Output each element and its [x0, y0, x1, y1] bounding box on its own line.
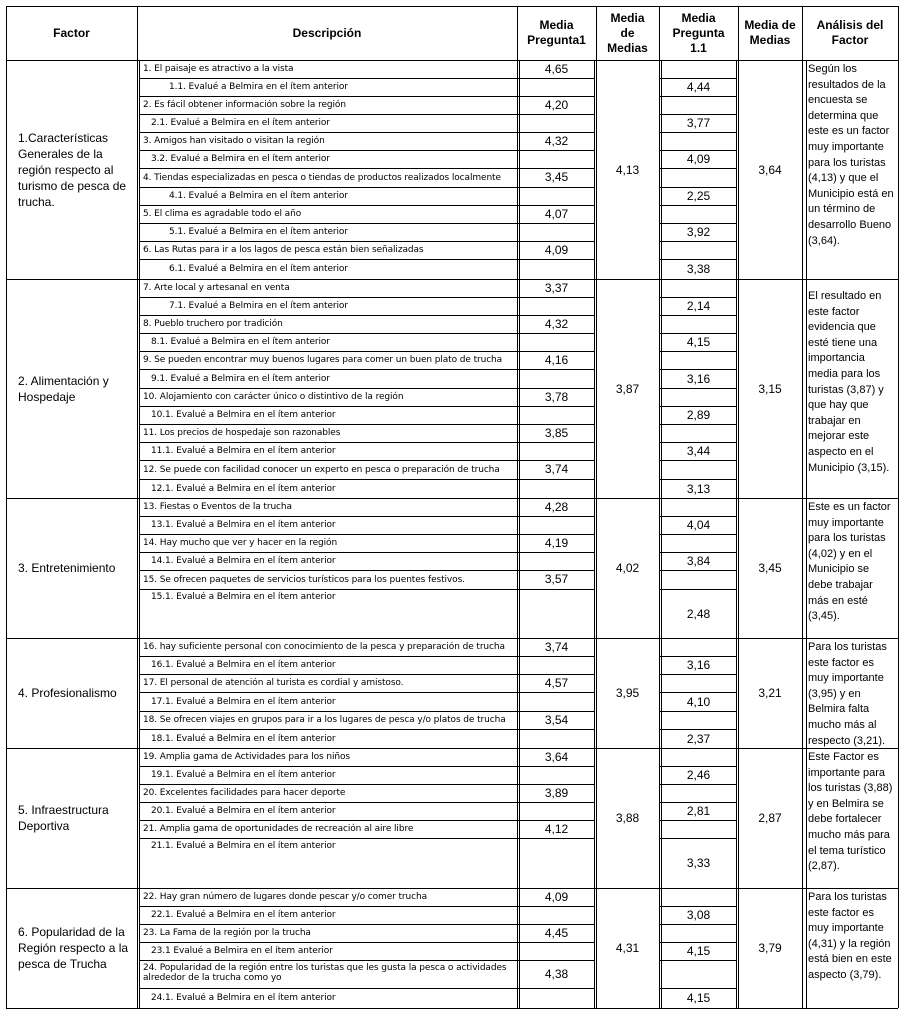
item-description: 4. Tiendas especializadas en pesca o tiendas de productos realizados localmente [143, 172, 501, 183]
grid-line [518, 838, 595, 839]
media-pregunta1-value: 4,32 [544, 133, 569, 148]
media-pregunta1-value: 3,78 [544, 389, 569, 404]
media-pregunta1-value: 4,12 [544, 821, 569, 836]
media-pregunta-1-1-value: 4,44 [686, 80, 711, 94]
grid-line [139, 552, 517, 553]
media-pregunta-1-1-value: 3,77 [686, 116, 711, 130]
factor-analysis-text: Para los turistas este factor es muy importante (3,95) y en Belmira falta mucho más al respecto (3,21). [808, 641, 887, 747]
grid-line [518, 297, 595, 298]
media-pregunta-1-1-value: 3,38 [686, 262, 711, 276]
grid-line [660, 729, 737, 730]
grid-line [139, 674, 517, 675]
grid-line [139, 442, 517, 443]
grid-line [139, 223, 517, 224]
grid-line [139, 168, 517, 169]
grid-line [660, 460, 737, 461]
grid-line [660, 942, 737, 943]
factor-name: 1.Características Generales de la región respecto al turismo de pesca de trucha. [18, 130, 127, 209]
media-pregunta-1-1-value: 2,46 [686, 768, 711, 782]
grid-line [518, 479, 595, 480]
grid-line [139, 820, 517, 821]
grid-line [139, 960, 517, 961]
grid-line [660, 988, 737, 989]
grid-line [518, 205, 595, 206]
grid-line [518, 570, 595, 571]
grid-line [139, 766, 517, 767]
grid-line [660, 369, 737, 370]
grid-line [660, 570, 737, 571]
grid-line [139, 315, 517, 316]
grid-line [660, 516, 737, 517]
grid-line [139, 516, 517, 517]
media-pregunta-1-1-value: 2,48 [686, 606, 711, 621]
grid-line [139, 78, 517, 79]
grid-line [518, 78, 595, 79]
grid-line [660, 960, 737, 961]
media-pregunta-1-1-value: 4,15 [686, 944, 711, 958]
sub-item-description: 9.1. Evalué a Belmira en el ítem anterior [151, 373, 330, 384]
sub-item-description: 24.1. Evalué a Belmira en el ítem anterior [151, 993, 336, 1003]
media-pregunta-1-1-value: 4,04 [686, 518, 711, 532]
grid-line [518, 711, 595, 712]
grid-line [139, 906, 517, 907]
media-pregunta1-value: 4,45 [544, 925, 569, 940]
media-pregunta-1-1-value: 3,13 [686, 481, 711, 496]
grid-line [518, 132, 595, 133]
grid-line [660, 259, 737, 260]
item-description: 6. Las Rutas para ir a los lagos de pesca están bien señalizadas [143, 245, 424, 255]
grid-line [660, 388, 737, 389]
media-de-medias-1: 4,13 [615, 162, 640, 177]
grid-line [139, 802, 517, 803]
media-de-medias-1: 4,02 [615, 561, 640, 575]
factor-analysis-text: Este es un factor muy importante para los turistas (4,02) y en el Municipio se debe trabajar más en esté (3,45). [808, 501, 891, 623]
grid-line [660, 96, 737, 97]
grid-line [660, 187, 737, 188]
grid-line [139, 692, 517, 693]
media-pregunta1-value: 4,57 [544, 675, 569, 690]
grid-line [660, 656, 737, 657]
sub-item-description: 11.1. Evalué a Belmira en el ítem anterior [151, 446, 336, 456]
item-description: 8. Pueblo truchero por tradición [143, 319, 283, 329]
grid-line [518, 388, 595, 389]
media-pregunta1-value: 4,65 [544, 61, 569, 76]
factor-name: 4. Profesionalismo [18, 686, 117, 700]
grid-line [139, 297, 517, 298]
sub-item-description: 12.1. Evalué a Belmira en el ítem anterior [151, 483, 336, 494]
grid-line [139, 333, 517, 334]
grid-line [139, 259, 517, 260]
item-description: 14. Hay mucho que ver y hacer en la región [143, 538, 338, 548]
grid-line [660, 78, 737, 79]
grid-line [736, 60, 737, 1008]
grid-line [518, 114, 595, 115]
grid-line [139, 351, 517, 352]
grid-line [139, 589, 517, 590]
grid-line [139, 187, 517, 188]
media-pregunta1-value: 3,45 [544, 170, 569, 184]
media-pregunta-1-1-value: 2,25 [686, 189, 711, 203]
media-pregunta-1-1-value: 4,15 [686, 335, 711, 349]
media-pregunta-1-1-value: 2,37 [686, 731, 711, 746]
item-description: 21. Amplia gama de oportunidades de recreación al aire libre [143, 824, 414, 834]
sub-item-description: 19.1. Evalué a Belmira en el ítem anterior [151, 770, 336, 780]
grid-line [139, 424, 517, 425]
media-pregunta-1-1-value: 3,16 [686, 658, 711, 672]
grid-line [660, 906, 737, 907]
item-description: 19. Amplia gama de Actividades para los niños [143, 752, 350, 762]
grid-line [518, 516, 595, 517]
media-de-medias-1: 4,31 [615, 941, 640, 955]
sub-item-description: 15.1. Evalué a Belmira en el ítem anterior [151, 592, 336, 602]
grid-line [518, 460, 595, 461]
item-description: 22. Hay gran número de lugares donde pescar y/o comer trucha [143, 892, 427, 902]
factor-analysis-text: Según los resultados de la encuesta se determina que este es un factor muy importante para los turistas (4,13) y que el Municipio está en un término de desarrollo Bueno (3,64). [808, 63, 894, 247]
factor-analysis-text: Para los turistas este factor es muy importante (4,31) y la región está bien en este aspecto (3,79). [808, 891, 892, 981]
grid-line [518, 802, 595, 803]
grid-line [139, 924, 517, 925]
grid-line [518, 552, 595, 553]
grid-line [139, 114, 517, 115]
grid-line [139, 150, 517, 151]
factor-analysis-text: Este Factor es importante para los turistas (3,88) y en Belmira se debe fortalecer mucho más para el tema turístico (2,87). [808, 751, 893, 873]
sub-item-description: 20.1. Evalué a Belmira en el ítem anterior [151, 806, 336, 816]
factor-name: 5. Infraestructura Deportiva [18, 803, 109, 833]
grid-line [659, 6, 660, 1008]
grid-line [518, 150, 595, 151]
media-de-medias-1: 3,95 [615, 686, 640, 700]
grid-line [139, 132, 517, 133]
factor-name: 3. Entretenimiento [18, 561, 116, 575]
media-pregunta1-value: 3,57 [544, 572, 569, 586]
grid-line [738, 6, 739, 1008]
grid-line [139, 784, 517, 785]
grid-line [139, 60, 140, 1008]
item-description: 1. El paisaje es atractivo a la vista [143, 64, 294, 74]
grid-line [660, 924, 737, 925]
media-pregunta-1-1-value: 3,84 [686, 554, 711, 568]
grid-line [660, 838, 737, 839]
grid-line [660, 315, 737, 316]
grid-line [139, 656, 517, 657]
media-pregunta1-value: 3,74 [544, 639, 569, 654]
grid-line [660, 442, 737, 443]
grid-line [660, 241, 737, 242]
grid-line [660, 784, 737, 785]
grid-line [518, 442, 595, 443]
media-de-medias-1: 3,87 [615, 381, 640, 396]
media-de-medias-2: 3,45 [758, 561, 782, 575]
media-pregunta-1-1-value: 3,16 [686, 371, 711, 386]
grid-line [518, 187, 595, 188]
grid-line [518, 424, 595, 425]
grid-line [660, 351, 737, 352]
header-media-pregunta-1-1: Media Pregunta 1.1 [672, 10, 725, 55]
grid-line [139, 711, 517, 712]
grid-line [518, 406, 595, 407]
media-pregunta-1-1-value: 2,14 [686, 299, 711, 313]
sub-item-description: 18.1. Evalué a Belmira en el ítem anterior [151, 733, 336, 744]
sub-item-description: 5.1. Evalué a Belmira en el ítem anterior [169, 227, 348, 237]
sub-item-description: 8.1. Evalué a Belmira en el ítem anterior [151, 337, 330, 347]
media-pregunta-1-1-value: 3,92 [686, 225, 711, 239]
header-factor: Factor [53, 25, 90, 40]
item-description: 10. Alojamiento con carácter único o distintivo de la región [143, 392, 404, 402]
grid-line [660, 589, 737, 590]
media-pregunta-1-1-value: 3,33 [686, 856, 711, 870]
grid-line [518, 784, 595, 785]
media-pregunta1-value: 3,85 [544, 425, 569, 440]
grid-line [518, 333, 595, 334]
media-pregunta-1-1-value: 2,81 [686, 804, 711, 818]
item-description: 15. Se ofrecen paquetes de servicios turísticos para los puentes festivos. [143, 574, 465, 585]
grid-line [139, 96, 517, 97]
grid-line [139, 838, 517, 839]
grid-line [660, 766, 737, 767]
grid-line [139, 942, 517, 943]
media-pregunta1-value: 3,74 [544, 462, 569, 476]
header-media-de-medias-2: Media de Medias [744, 18, 796, 47]
grid-line [518, 924, 595, 925]
grid-line [660, 711, 737, 712]
sub-item-description: 13.1. Evalué a Belmira en el ítem anterior [151, 520, 336, 530]
grid-line [518, 766, 595, 767]
grid-line [660, 820, 737, 821]
item-description: 2. Es fácil obtener información sobre la región [143, 100, 346, 110]
grid-line [660, 333, 737, 334]
media-pregunta-1-1-value: 3,08 [686, 908, 711, 922]
grid-line [518, 906, 595, 907]
grid-line [898, 6, 899, 1008]
grid-line [139, 988, 517, 989]
grid-line [139, 460, 517, 461]
sub-item-description: 21.1. Evalué a Belmira en el ítem anterior [151, 841, 336, 851]
grid-line [518, 960, 595, 961]
grid-line [139, 369, 517, 370]
item-description: 7. Arte local y artesanal en venta [143, 283, 290, 293]
sub-item-description: 1.1. Evalué a Belmira en el ítem anterior [169, 82, 348, 92]
grid-line [139, 479, 517, 480]
grid-line [660, 223, 737, 224]
grid-line [6, 1008, 898, 1009]
media-pregunta1-value: 3,89 [544, 785, 569, 800]
media-pregunta1-value: 4,19 [544, 535, 569, 550]
grid-line [139, 570, 517, 571]
grid-line [6, 6, 898, 7]
grid-line [518, 589, 595, 590]
sub-item-description: 22.1. Evalué a Belmira en el ítem anterior [151, 910, 336, 920]
item-description: 23. La Fama de la región por la trucha [143, 928, 311, 938]
grid-line [139, 406, 517, 407]
media-pregunta1-value: 3,37 [544, 280, 569, 295]
sub-item-description: 10.1. Evalué a Belmira en el ítem anterior [151, 410, 336, 420]
grid-line [660, 406, 737, 407]
media-de-medias-2: 3,15 [758, 381, 782, 396]
item-description: 13. Fiestas o Eventos de la trucha [143, 502, 292, 512]
grid-line [518, 351, 595, 352]
factor-name: 6. Popularidad de la Región respecto a la pesca de Trucha [18, 925, 129, 971]
grid-line [660, 802, 737, 803]
media-pregunta1-value: 4,38 [544, 966, 569, 981]
grid-line [518, 729, 595, 730]
grid-line [518, 259, 595, 260]
item-description: 3. Amigos han visitado o visitan la región [143, 136, 325, 146]
sub-item-description: 16.1. Evalué a Belmira en el ítem anterior [151, 660, 336, 670]
grid-line [660, 168, 737, 169]
item-description: 11. Los precios de hospedaje son razonables [143, 428, 341, 438]
grid-line [660, 552, 737, 553]
header-analisis: Análisis del Factor [816, 18, 884, 47]
media-pregunta1-value: 4,32 [544, 316, 569, 331]
grid-line [518, 988, 595, 989]
grid-line [139, 534, 517, 535]
media-pregunta1-value: 4,09 [544, 242, 569, 257]
factor-name: 2. Alimentación y Hospedaje [18, 373, 109, 404]
grid-line [596, 6, 597, 1008]
media-de-medias-2: 2,87 [758, 811, 782, 825]
grid-line [518, 223, 595, 224]
media-pregunta1-value: 3,54 [544, 712, 569, 727]
media-pregunta1-value: 4,09 [544, 889, 569, 904]
grid-line [517, 6, 518, 1008]
grid-line [137, 6, 138, 1008]
factor-analysis-text: El resultado en este factor evidencia que esté tiene una importancia media para los turistas (3,87) y que hay que trabajar en mejorar este aspecto en el Municipio (3,15). [808, 290, 890, 474]
grid-line [660, 297, 737, 298]
media-pregunta1-value: 4,16 [544, 352, 569, 367]
grid-line [518, 820, 595, 821]
item-description: 12. Se puede con facilidad conocer un experto en pesca o preparación de trucha [143, 464, 500, 475]
grid-line [660, 534, 737, 535]
grid-line [518, 96, 595, 97]
sub-item-description: 23.1 Evalué a Belmira en el ítem anterior [151, 946, 333, 956]
media-pregunta-1-1-value: 3,44 [686, 444, 711, 458]
grid-line [518, 656, 595, 657]
grid-line [518, 315, 595, 316]
sub-item-description: 3.2. Evalué a Belmira en el ítem anterior [151, 154, 330, 164]
sub-item-description: 7.1. Evalué a Belmira en el ítem anterior [169, 301, 348, 311]
grid-line [518, 241, 595, 242]
sub-item-description: 6.1. Evalué a Belmira en el ítem anterior [169, 264, 348, 274]
media-pregunta1-value: 4,20 [544, 97, 569, 112]
grid-line [518, 692, 595, 693]
grid-line [139, 205, 517, 206]
grid-line [519, 60, 520, 1008]
media-pregunta1-value: 3,64 [544, 749, 569, 764]
grid-line [660, 424, 737, 425]
grid-line [660, 132, 737, 133]
grid-line [660, 114, 737, 115]
item-description: 5. El clima es agradable todo el año [143, 209, 302, 219]
item-description: 18. Se ofrecen viajes en grupos para ir a los lugares de pesca y/o platos de trucha [143, 715, 506, 725]
grid-line [518, 168, 595, 169]
grid-line [139, 241, 517, 242]
item-description: 9. Se pueden encontrar muy buenos lugares para comer un buen plato de trucha [143, 355, 503, 365]
media-de-medias-2: 3,79 [758, 941, 782, 955]
grid-line [518, 942, 595, 943]
media-pregunta-1-1-value: 4,10 [686, 694, 711, 709]
sub-item-description: 2.1. Evalué a Belmira en el ítem anterior [151, 118, 330, 128]
sub-item-description: 14.1. Evalué a Belmira en el ítem anterior [151, 556, 336, 566]
media-pregunta-1-1-value: 4,15 [686, 991, 711, 1005]
item-description: 20. Excelentes facilidades para hacer deporte [143, 788, 346, 798]
grid-line [518, 534, 595, 535]
sub-item-description: 4.1. Evalué a Belmira en el ítem anterior [169, 191, 348, 201]
header-descripcion: Descripción [292, 25, 362, 40]
media-de-medias-2: 3,64 [758, 162, 782, 177]
grid-line [660, 479, 737, 480]
grid-line [660, 692, 737, 693]
media-pregunta-1-1-value: 4,09 [686, 152, 711, 166]
header-media-de-medias-1: Media de Medias [607, 10, 648, 55]
item-description: 24. Popularidad de la región entre los turistas que les gusta la pesca o actividades alrededor de la trucha como yo [143, 963, 507, 983]
media-pregunta1-value: 4,07 [544, 206, 569, 221]
grid-line [518, 674, 595, 675]
grid-line [660, 674, 737, 675]
grid-line [518, 369, 595, 370]
media-de-medias-2: 3,21 [758, 686, 782, 700]
grid-line [139, 388, 517, 389]
media-pregunta-1-1-value: 2,89 [686, 408, 711, 422]
grid-line [802, 6, 803, 1008]
grid-line [139, 729, 517, 730]
item-description: 16. hay suficiente personal con conocimiento de la pesca y preparación de trucha [143, 642, 505, 652]
media-de-medias-1: 3,88 [615, 811, 640, 825]
item-description: 17. El personal de atención al turista es cordial y amistoso. [143, 678, 404, 688]
media-pregunta1-value: 4,28 [544, 499, 569, 514]
header-media-pregunta1: Media Pregunta1 [527, 18, 586, 47]
grid-line [594, 60, 595, 1008]
grid-line [806, 60, 807, 1008]
grid-line [660, 205, 737, 206]
grid-line [660, 150, 737, 151]
grid-line [661, 60, 662, 1008]
grid-line [6, 6, 7, 1008]
sub-item-description: 17.1. Evalué a Belmira en el ítem anterior [151, 696, 336, 707]
